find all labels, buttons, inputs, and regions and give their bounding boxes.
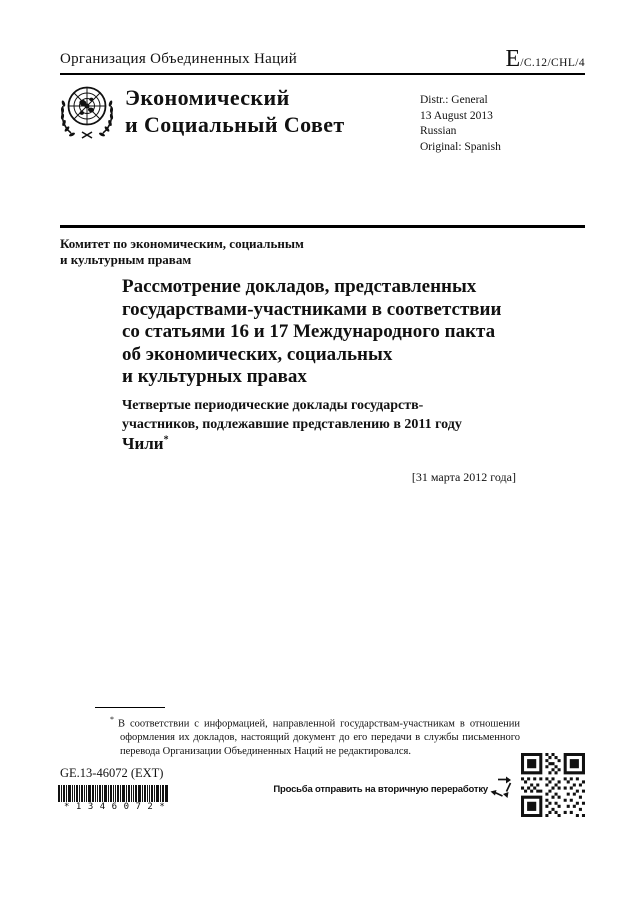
council-title-line1: Экономический	[125, 85, 290, 110]
barcode	[58, 785, 172, 812]
committee-line2: и культурным правам	[60, 252, 192, 267]
masthead-rule	[60, 73, 585, 75]
ge-number: GE.13-46072 (EXT)	[60, 766, 164, 780]
title-line3: со статьями 16 и 17 Международного пакта	[122, 321, 496, 342]
footnote	[98, 713, 520, 758]
country-heading	[122, 434, 169, 454]
council-title	[125, 84, 345, 138]
doc-symbol-series: E	[505, 46, 521, 72]
document-title	[122, 276, 501, 389]
distr-language: Russian	[420, 125, 457, 137]
qr-code-icon	[521, 753, 585, 817]
distr-type: Distr.: General	[420, 94, 488, 106]
doc-symbol-number: /C.12/CHL/4	[520, 57, 585, 69]
footnote-ref: *	[110, 715, 114, 724]
date-received: [31 марта 2012 года]	[411, 470, 516, 484]
un-emblem-icon	[56, 82, 118, 140]
title-line5: и культурных правах	[122, 366, 307, 387]
title-line2: государствами-участниками в соответствии	[122, 298, 502, 320]
committee-line1: Комитет по экономическим, социальным	[60, 236, 304, 251]
title-line1: Рассмотрение докладов, представленных	[122, 276, 477, 297]
barcode-text: *1346072*	[58, 802, 168, 812]
footnote-text: В соответствии с информацией, направленной государствам-участникам в отношении оформления их докладов, настоящий документ до его передачи в службы письменного перевода Организации Объединенных Наций не редактировался.	[118, 718, 520, 757]
document-subtitle	[122, 397, 462, 434]
org-name: Организация Объединенных Наций	[60, 51, 298, 67]
distr-date: 13 August 2013	[420, 109, 493, 122]
distribution-block	[420, 93, 501, 155]
committee-name	[60, 236, 304, 268]
country-name: Чили	[122, 434, 164, 453]
title-line4: об экономических, социальных	[122, 343, 393, 365]
doc-symbol	[506, 46, 585, 73]
recycle-icon	[489, 775, 515, 800]
council-title-line2: и Социальный Совет	[125, 112, 345, 137]
section-rule	[60, 225, 585, 228]
recycle-notice: Просьба отправить на вторичную переработку	[273, 784, 488, 795]
country-footnote-ref: *	[163, 434, 169, 446]
subtitle-line1: Четвертые периодические доклады государств-	[122, 398, 424, 413]
distr-original: Original: Spanish	[420, 140, 501, 153]
footnote-separator	[95, 707, 165, 708]
subtitle-line2: участников, подлежавшие представлению в 2011 году	[122, 416, 462, 432]
